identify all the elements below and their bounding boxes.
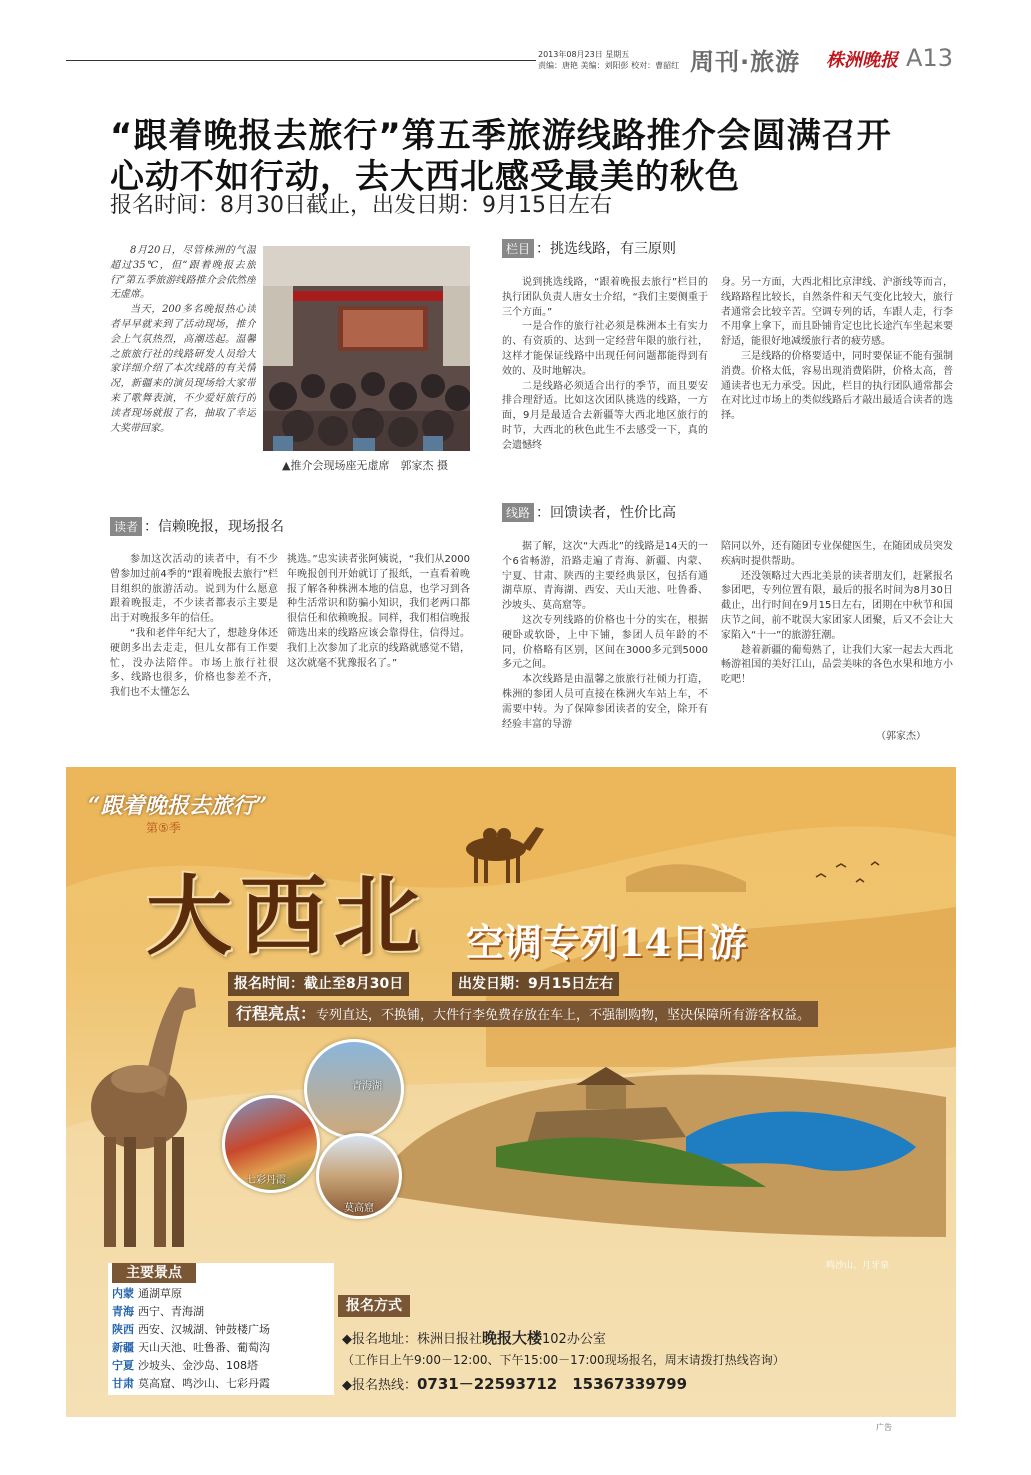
event-photo-illustration bbox=[263, 246, 470, 451]
section-heading-readers bbox=[110, 516, 284, 536]
travel-advertisement bbox=[66, 767, 956, 1417]
ad-highlights bbox=[228, 1001, 818, 1027]
intro-paragraph: 8月20日，尽管株洲的气温超过35℃，但“跟着晚报去旅行”第五季旅游线路推介会依然座无虚席。 bbox=[110, 245, 256, 301]
section-heading-route bbox=[502, 502, 676, 522]
hotline-number: 0731－22593712 15367339799 bbox=[417, 1375, 688, 1393]
province-label: 青海 bbox=[112, 1305, 134, 1318]
intro-paragraph: 当天，200多名晚报热心读者早早就来到了活动现场，推介会上气氛热烈，高潮迭起。温馨之旅旅行社的线路研发人员给大家详细介绍了本次线路的有关情况，新疆来的演员现场给大家带来了歌舞表演，不少爱好旅行的读者现场就报了名，抽取了幸运大奖带回家。 bbox=[110, 304, 256, 434]
province-label: 陕西 bbox=[112, 1323, 134, 1336]
headline: “跟着晚报去旅行”第五季旅游线路推介会圆满召开 bbox=[110, 116, 892, 156]
editor-credits: 责编：唐艳 美编：刘阳彭 校对：曹韶红 bbox=[538, 61, 680, 70]
attraction-row bbox=[112, 1375, 270, 1391]
camel-photo-icon bbox=[84, 967, 204, 1257]
places: 西安、汉城湖、钟鼓楼广场 bbox=[138, 1323, 270, 1336]
paragraph: 挑选。”忠实读者张阿姨说，“我们从2000年晚报创刊开始就订了报纸，一直看着晚报了解各种株洲本地的信息，也学习到各种生活常识和防骗小知识，我们老两口都很信任和依赖晚报。同样，我们相信晚报筛选出来的线路应该会靠得住，信得过。我们上次参加了北京的线路就感觉不错，这次就毫不犹豫报名了。” bbox=[287, 554, 470, 669]
paragraph: 本次线路是由温馨之旅旅行社倾力打造，株洲的参团人员可直接在株洲火车站上车，不需要中转。为了保障参团读者的安全，除开有经验丰富的导游 bbox=[502, 674, 708, 730]
paragraph: 参加这次活动的读者中，有不少曾参加过前4季的“跟着晚报去旅行”栏目组织的旅游活动。说到为什么愿意跟着晚报走，不少读者都表示主要是出于对晚报多年的信任。 bbox=[110, 554, 278, 625]
issue-date: 2013年08月23日 星期五 bbox=[538, 50, 630, 59]
places: 西宁、青海湖 bbox=[138, 1305, 204, 1318]
paragraph: 还没领略过大西北美景的读者朋友们，赶紧报名参团吧，专列位置有限，最后的报名时间为8月30日截止，出行时间在9月15日左右，团期在中秋节和国庆节之间，前不耽误大家团家人团聚，后又不会让大家陷入“十一”的旅游狂潮。 bbox=[721, 570, 953, 641]
paragraph: 二是线路必须适合出行的季节，而且要安排合理舒适。比如这次团队挑选的线路，一方面，9月是最适合去新疆等大西北地区旅行的时节，大西北的秋色此生不去感受一下，真的会遗憾终 bbox=[502, 380, 708, 451]
highlights-label: 行程亮点： bbox=[236, 1004, 317, 1023]
places: 沙坡头、金沙岛、108塔 bbox=[138, 1359, 258, 1372]
province-label: 甘肃 bbox=[112, 1377, 134, 1390]
event-photo bbox=[263, 246, 470, 451]
section-heading-text: ：挑选线路，有三原则 bbox=[536, 241, 677, 257]
section-heading-text: ：信赖晚报，现场报名 bbox=[144, 519, 285, 535]
ad-tag: 广告 bbox=[876, 1423, 892, 1432]
paragraph: 一是合作的旅行社必须是株洲本土有实力的、有资质的、达到一定经营年限的旅行社，这样才能保证线路中出现任何问题都能得到有效的、及时地解决。 bbox=[502, 321, 708, 377]
header-rule bbox=[66, 60, 536, 61]
paragraph: 这次专列线路的价格也十分的实在，根据硬卧或软卧，上中下铺，参团人员年龄的不同，价格略有区别，区间在3000多元到5000多元之间。 bbox=[502, 614, 708, 671]
places: 天山天池、吐鲁番、葡萄沟 bbox=[138, 1341, 270, 1354]
paragraph: “我和老伴年纪大了，想趁身体还硬朗多出去走走，但儿女都有工作要忙，没办法陪伴。市场上旅行社很多、线路也很多，价格也参差不齐，我们也不太懂怎么 bbox=[110, 627, 278, 699]
section-heading-route-selection bbox=[502, 238, 676, 258]
birds-icon bbox=[816, 862, 879, 882]
address-prefix: ◆报名地址：株洲日报社 bbox=[342, 1332, 482, 1347]
ad-season: 第⑤季 bbox=[146, 821, 181, 835]
section-tag: 线路 bbox=[502, 503, 534, 522]
section1-column-b bbox=[721, 276, 953, 480]
paper-logo: 株洲晚报 bbox=[826, 50, 898, 71]
address-building: 晚报大楼 bbox=[482, 1329, 543, 1347]
lake-photo-label: 鸣沙山、月牙泉 bbox=[826, 1261, 890, 1271]
paragraph: 身。另一方面，大西北相比京津线、沪浙线等而言，线路路程比较长，自然条件和天气变化比较大，旅行者通常会比较辛苦。空调专列的话，车跟人走，行李不用拿上拿下，而且卧铺肯定也比长途汽车坐起来要舒适，能很好地减缓旅行者的疲劳感。 bbox=[721, 277, 953, 348]
dates-line: 报名时间：8月30日截止，出发日期：9月15日左右 bbox=[110, 193, 612, 218]
highlights-text: 专列直达，不换铺，大件行李免费存放在车上，不强制购物，坚决保障所有游客权益。 bbox=[316, 1008, 811, 1023]
circle-label: 七彩丹霞 bbox=[246, 1175, 286, 1186]
paragraph: 说到挑选线路，“跟着晚报去旅行”栏目的执行团队负责人唐女士介绍，“我们主要侧重于三个方面。” bbox=[502, 277, 708, 318]
section-tag: 读者 bbox=[110, 517, 142, 536]
circle-label: 青海湖 bbox=[352, 1081, 382, 1092]
attraction-row bbox=[112, 1357, 258, 1373]
ad-subtitle: 空调专列14日游 bbox=[466, 920, 747, 965]
ad-big-title: 大西北 bbox=[146, 866, 428, 967]
ad-slogan: “跟着晚报去旅行” bbox=[88, 793, 268, 819]
registration-hours: （工作日上午9:00－12:00、下午15:00－17:00现场报名，周末请拨打热线咨询） bbox=[342, 1353, 785, 1367]
section-tag: 栏目 bbox=[502, 239, 534, 258]
province-label: 宁夏 bbox=[112, 1359, 134, 1372]
ad-registration-time: 报名时间：截止至8月30日 bbox=[228, 972, 409, 996]
places: 莫高窟、鸣沙山、七彩丹霞 bbox=[138, 1377, 270, 1390]
section3-column-a bbox=[502, 540, 708, 740]
attraction-row bbox=[112, 1321, 270, 1337]
address-suffix: 102办公室 bbox=[542, 1332, 606, 1347]
section2-column-b bbox=[287, 553, 470, 739]
registration-hotline bbox=[342, 1373, 687, 1394]
page-number: A13 bbox=[906, 44, 953, 72]
attraction-row bbox=[112, 1303, 204, 1319]
registration-address bbox=[342, 1327, 606, 1348]
attractions-title: 主要景点 bbox=[112, 1263, 196, 1283]
main-attractions-box bbox=[108, 1263, 334, 1395]
attraction-row bbox=[112, 1285, 182, 1301]
hotline-prefix: ◆报名热线： bbox=[342, 1378, 417, 1393]
attraction-row bbox=[112, 1339, 270, 1355]
intro-column bbox=[110, 244, 256, 476]
paragraph: 趁着新疆的葡萄熟了，让我们大家一起去大西北畅游祖国的美好江山，品尝美味的各色水果和地方小吃吧！ bbox=[721, 644, 953, 686]
section-heading-text: ：回馈读者，性价比高 bbox=[536, 505, 677, 521]
registration-title: 报名方式 bbox=[338, 1295, 410, 1317]
province-label: 新疆 bbox=[112, 1341, 134, 1354]
paragraph: 三是线路的价格要适中，同时要保证不能有强制消费。价格太低，容易出现消费陷阱，价格太高，普通读者也无力承受。因此，栏目的执行团队通常都会在对比过市场上的类似线路后才敲出最适合读者的选择。 bbox=[721, 350, 953, 422]
circle-label: 莫高窟 bbox=[344, 1203, 374, 1214]
section2-column-a bbox=[110, 553, 278, 739]
paragraph: 据了解，这次“大西北”的线路是14天的一个6省畅游，沿路走遍了青海、新疆、内蒙、宁夏、甘肃、陕西的主要经典景区，包括有通湖草原、青海湖、西安、天山天池、吐鲁番、沙坡头、莫高窟等。 bbox=[502, 541, 708, 612]
header-meta bbox=[538, 49, 688, 71]
paragraph: 陪同以外，还有随团专业保健医生，在随团成员突发疾病时提供帮助。 bbox=[721, 541, 953, 567]
photo-caption: ▲推介会现场座无虚席 郭家杰 摄 bbox=[282, 459, 448, 472]
byline: （郭家杰） bbox=[876, 731, 926, 742]
section1-column-a bbox=[502, 276, 708, 480]
province-label: 内蒙 bbox=[112, 1287, 134, 1300]
column-title: 周刊·旅游 bbox=[690, 48, 801, 76]
section3-column-b bbox=[721, 540, 953, 726]
ad-departure-date: 出发日期：9月15日左右 bbox=[452, 972, 619, 996]
subheadline: 心动不如行动，去大西北感受最美的秋色 bbox=[110, 157, 740, 197]
places: 通湖草原 bbox=[138, 1287, 182, 1300]
